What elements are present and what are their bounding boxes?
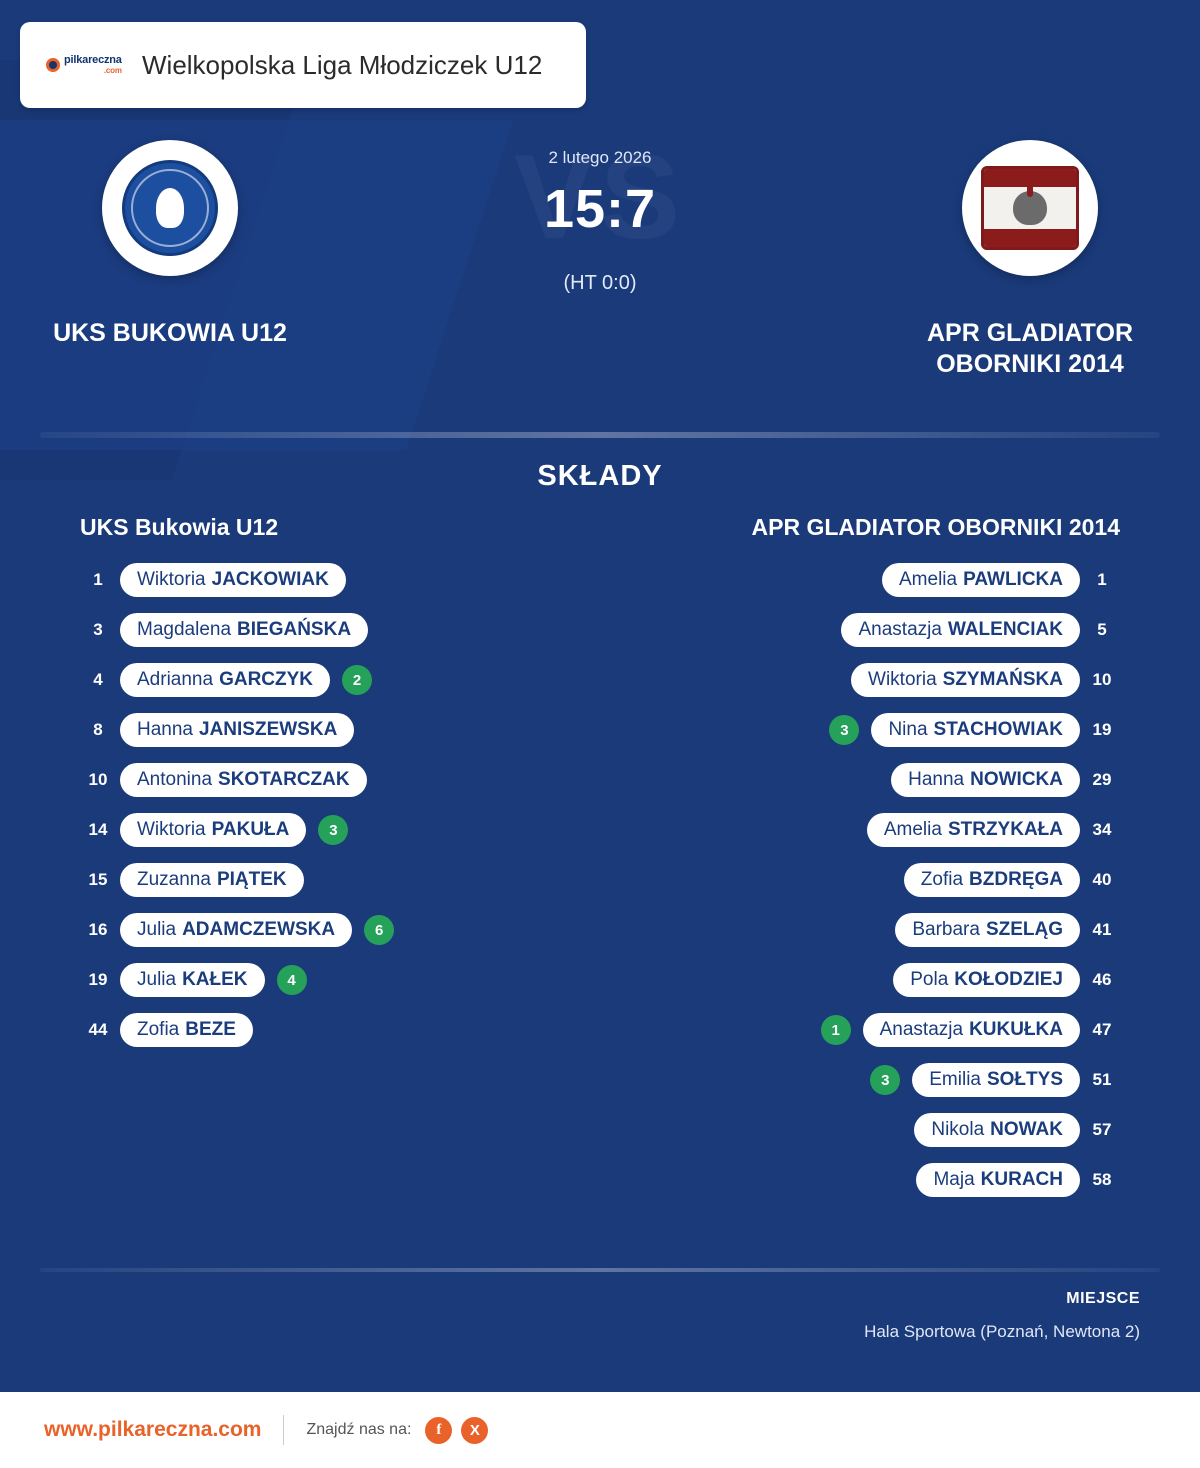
shirt-number: 1	[93, 570, 103, 589]
home-team-crest	[102, 140, 238, 276]
goals-badge: 6	[364, 915, 394, 945]
player-last-name: BEZE	[185, 1019, 236, 1040]
shirt-number: 5	[1097, 620, 1107, 639]
list-item	[809, 1155, 1124, 1205]
brand-suffix: .com	[103, 65, 122, 75]
player-first-name: Amelia	[899, 569, 958, 590]
player-name-pill	[912, 1063, 1080, 1097]
player-first-name: Julia	[137, 969, 177, 990]
x-twitter-icon[interactable]: X	[461, 1417, 488, 1444]
shirt-number: 10	[88, 770, 108, 789]
player-name-pill	[867, 813, 1080, 847]
list-item	[809, 655, 1124, 705]
divider-bottom	[40, 1268, 1160, 1272]
list-item	[809, 605, 1124, 655]
divider-top	[40, 432, 1160, 438]
player-first-name: Emilia	[929, 1069, 981, 1090]
away-team-name: APR GLADIATOR OBORNIKI 2014	[926, 319, 1134, 379]
footer-follow-label: Znajdź nas na:	[306, 1421, 412, 1438]
shirt-number: 51	[1092, 1070, 1112, 1089]
shirt-number: 4	[93, 670, 103, 689]
home-lineup-header: UKS Bukowia U12	[80, 514, 279, 540]
shirt-number: 16	[88, 920, 108, 939]
footer-divider	[283, 1415, 284, 1445]
venue-label: MIEJSCE	[1066, 1290, 1140, 1307]
shirt-number: 47	[1092, 1020, 1112, 1039]
player-last-name: STACHOWIAK	[933, 719, 1063, 740]
away-team-crest	[962, 140, 1098, 276]
away-lineup-list	[809, 555, 1124, 1205]
gladiator-badge-icon	[981, 166, 1079, 250]
list-item	[76, 705, 406, 755]
bukowia-badge-icon	[122, 160, 218, 256]
player-first-name: Antonina	[137, 769, 213, 790]
shirt-number: 34	[1092, 820, 1112, 839]
competition-card	[20, 22, 586, 108]
shirt-number: 8	[93, 720, 103, 739]
player-name-pill	[120, 563, 346, 597]
player-last-name: BIEGAŃSKA	[237, 619, 352, 640]
player-name-pill	[904, 863, 1080, 897]
list-item	[809, 705, 1124, 755]
player-name-pill	[871, 713, 1080, 747]
footer	[0, 1392, 1200, 1468]
list-item	[76, 805, 406, 855]
ball-icon	[46, 58, 60, 72]
player-last-name: ADAMCZEWSKA	[182, 919, 336, 940]
player-last-name: PIĄTEK	[216, 869, 287, 890]
player-name-pill	[916, 1163, 1080, 1197]
player-name-pill	[882, 563, 1080, 597]
player-last-name: NOWAK	[990, 1119, 1063, 1140]
list-item	[76, 905, 406, 955]
list-item	[809, 955, 1124, 1005]
player-name-pill	[120, 663, 330, 697]
player-first-name: Hanna	[137, 719, 193, 740]
shirt-number: 15	[88, 870, 108, 889]
player-first-name: Wiktoria	[137, 569, 206, 590]
player-first-name: Zofia	[920, 869, 964, 890]
home-team-name: UKS BUKOWIA U12	[53, 319, 287, 347]
player-last-name: SKOTARCZAK	[218, 769, 350, 790]
player-last-name: KAŁEK	[182, 969, 248, 990]
player-first-name: Pola	[910, 969, 949, 990]
player-first-name: Hanna	[908, 769, 965, 790]
list-item	[809, 1055, 1124, 1105]
player-first-name: Zuzanna	[137, 869, 211, 890]
shirt-number: 46	[1092, 970, 1112, 989]
list-item	[809, 905, 1124, 955]
list-item	[76, 855, 406, 905]
player-first-name: Julia	[137, 919, 177, 940]
halftime-score: (HT 0:0)	[563, 272, 637, 294]
goals-badge: 1	[821, 1015, 851, 1045]
player-name-pill	[851, 663, 1080, 697]
player-last-name: GARCZYK	[219, 669, 314, 690]
player-name-pill	[863, 1013, 1080, 1047]
player-last-name: PAKUŁA	[211, 819, 290, 840]
match-date: 2 lutego 2026	[548, 148, 652, 167]
list-item	[76, 1005, 406, 1055]
player-name-pill	[120, 913, 352, 947]
list-item	[809, 755, 1124, 805]
away-lineup-header: APR GLADIATOR OBORNIKI 2014	[751, 514, 1120, 540]
player-last-name: PAWLICKA	[963, 569, 1063, 590]
goals-badge: 3	[829, 715, 859, 745]
home-lineup-list	[76, 555, 406, 1055]
footer-website-link[interactable]: www.pilkareczna.com	[44, 1418, 262, 1441]
list-item	[809, 1005, 1124, 1055]
shirt-number: 1	[1097, 570, 1107, 589]
list-item	[809, 555, 1124, 605]
player-first-name: Anastazja	[858, 619, 942, 640]
brand-name: pilkareczna	[64, 54, 122, 67]
player-first-name: Nina	[888, 719, 928, 740]
player-name-pill	[841, 613, 1080, 647]
list-item	[809, 1105, 1124, 1155]
list-item	[76, 655, 406, 705]
shirt-number: 44	[88, 1020, 108, 1039]
player-last-name: STRZYKAŁA	[947, 819, 1063, 840]
player-first-name: Anastazja	[879, 1019, 964, 1040]
goals-badge: 2	[342, 665, 372, 695]
player-last-name: WALENCIAK	[947, 619, 1063, 640]
facebook-icon[interactable]: f	[425, 1417, 452, 1444]
player-name-pill	[120, 863, 304, 897]
shirt-number: 40	[1092, 870, 1112, 889]
player-name-pill	[895, 913, 1080, 947]
player-last-name: KOŁODZIEJ	[954, 969, 1063, 990]
player-first-name: Adrianna	[137, 669, 214, 690]
shirt-number: 57	[1092, 1120, 1112, 1139]
player-name-pill	[120, 613, 368, 647]
player-name-pill	[893, 963, 1080, 997]
shirt-number: 19	[88, 970, 108, 989]
player-first-name: Wiktoria	[137, 819, 206, 840]
player-first-name: Maja	[933, 1169, 975, 1190]
player-first-name: Wiktoria	[868, 669, 937, 690]
lineups-section-title: SKŁADY	[537, 460, 663, 492]
player-name-pill	[120, 813, 306, 847]
player-first-name: Nikola	[931, 1119, 985, 1140]
final-score: 15:7	[543, 179, 657, 239]
shirt-number: 10	[1092, 670, 1112, 689]
player-name-pill	[914, 1113, 1080, 1147]
player-first-name: Magdalena	[137, 619, 232, 640]
pilkareczna-logo-icon	[46, 48, 122, 82]
player-first-name: Amelia	[883, 819, 942, 840]
player-first-name: Barbara	[912, 919, 980, 940]
list-item	[809, 805, 1124, 855]
page-title: Wielkopolska Liga Młodziczek U12	[142, 49, 543, 80]
player-last-name: SZYMAŃSKA	[942, 669, 1063, 690]
shirt-number: 3	[93, 620, 103, 639]
player-last-name: SOŁTYS	[986, 1069, 1063, 1090]
goals-badge: 3	[318, 815, 348, 845]
shirt-number: 29	[1092, 770, 1112, 789]
player-last-name: NOWICKA	[970, 769, 1063, 790]
player-name-pill	[120, 713, 354, 747]
shirt-number: 58	[1092, 1170, 1112, 1189]
player-last-name: KUKUŁKA	[969, 1019, 1063, 1040]
list-item	[809, 855, 1124, 905]
player-last-name: KURACH	[980, 1169, 1063, 1190]
player-last-name: JACKOWIAK	[211, 569, 329, 590]
list-item	[76, 955, 406, 1005]
player-name-pill	[120, 963, 265, 997]
shirt-number: 14	[88, 820, 108, 839]
player-name-pill	[891, 763, 1080, 797]
venue-value: Hala Sportowa (Poznań, Newtona 2)	[864, 1322, 1140, 1341]
list-item	[76, 605, 406, 655]
shirt-number: 41	[1092, 920, 1112, 939]
player-first-name: Zofia	[137, 1019, 180, 1040]
player-last-name: SZELĄG	[985, 919, 1063, 940]
list-item	[76, 755, 406, 805]
goals-badge: 3	[870, 1065, 900, 1095]
player-name-pill	[120, 763, 367, 797]
list-item	[76, 555, 406, 605]
player-name-pill	[120, 1013, 253, 1047]
player-last-name: JANISZEWSKA	[199, 719, 338, 740]
player-last-name: BZDRĘGA	[969, 869, 1063, 890]
shirt-number: 19	[1092, 720, 1112, 739]
goals-badge: 4	[277, 965, 307, 995]
